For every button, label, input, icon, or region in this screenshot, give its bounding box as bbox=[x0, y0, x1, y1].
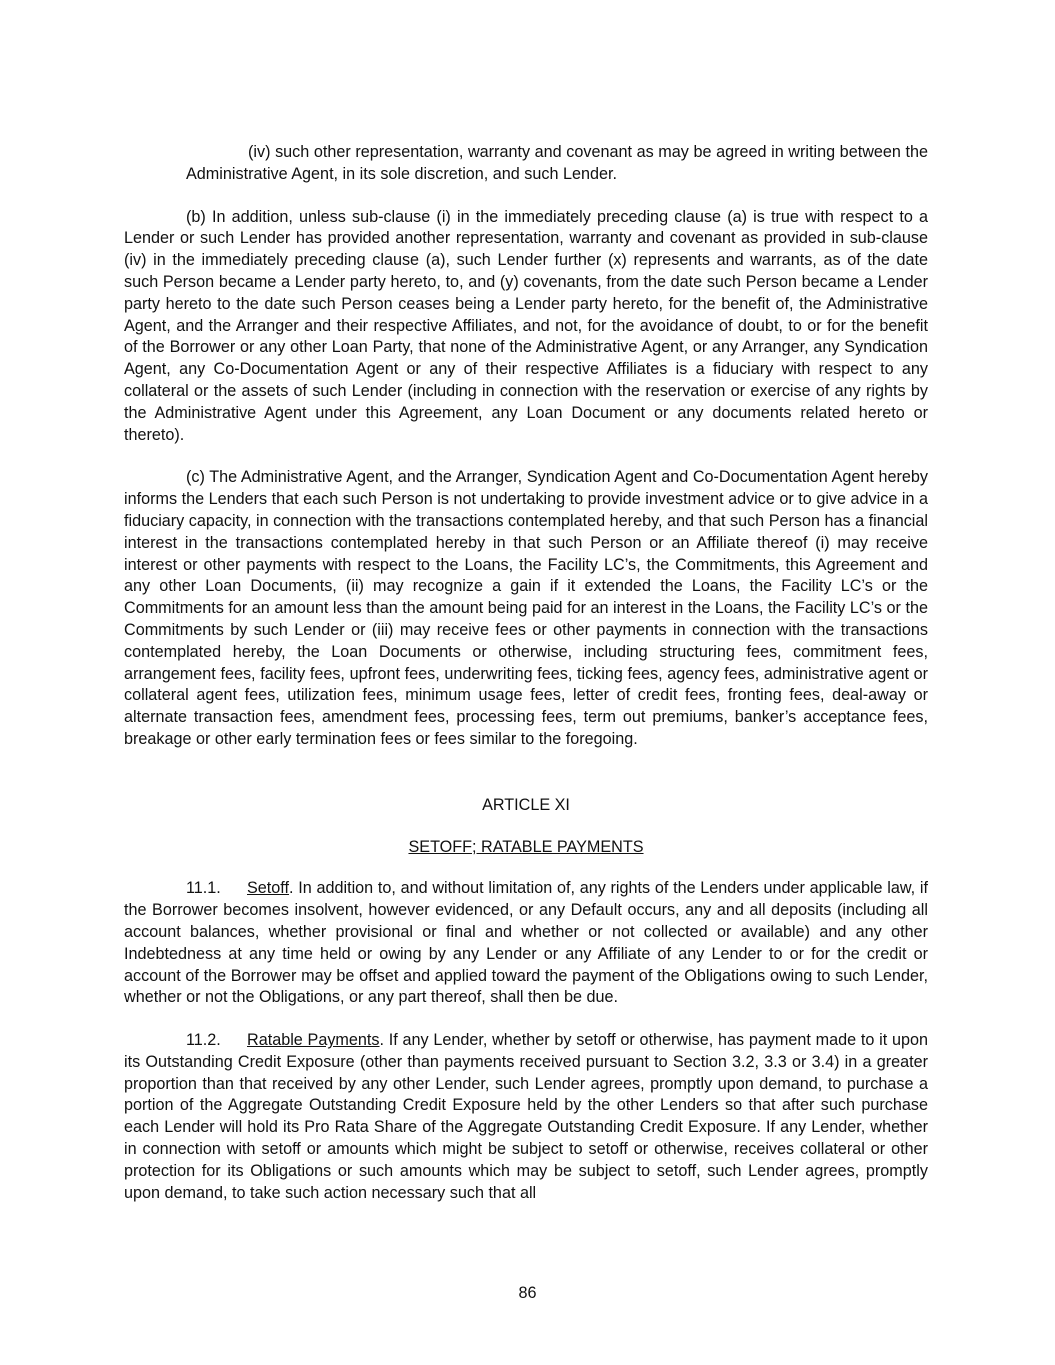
section-number: 11.2. bbox=[186, 1031, 221, 1050]
section-number: 11.1. bbox=[186, 879, 221, 898]
document-page bbox=[124, 142, 928, 1225]
paragraph-c: (c) The Administrative Agent, and the Arranger, Syndication Agent and Co-Documentation Agent hereby informs the Lenders that each such Person is not undertaking to provide investment advice or to give advice in a fiduciary capacity, in connection with the transactions contemplated hereby, and that such Person has a financial interest in the transactions contemplated hereby in that such Person or an Affiliate thereof (i) may receive interest or other payments with respect to the Loans, the Facility LC’s, the Commitments, this Agreement and any other Loan Documents, (ii) may recognize a gain if it extended the Loans, the Facility LC’s or the Commitments for an amount less than the amount being paid for an interest in the Loans, the Facility LC’s or the Commitments by such Lender or (iii) may receive fees or other payments in connection with the transactions contemplated hereby, the Loan Documents or otherwise, including structuring fees, commitment fees, arrangement fees, facility fees, upfront fees, underwriting fees, ticking fees, agency fees, administrative agent or collateral agent fees, utilization fees, minimum usage fees, letter of credit fees, fronting fees, deal-away or alternate transaction fees, amendment fees, processing fees, term out premiums, banker’s acceptance fees, breakage or other early termination fees or fees similar to the foregoing. bbox=[124, 468, 928, 748]
paragraph-iv: (iv) such other representation, warranty and covenant as may be agreed in writing between the Administrative Agent, in its sole discretion, and such Lender. bbox=[186, 143, 928, 183]
page-number: 86 bbox=[518, 1284, 537, 1302]
section-11-1 bbox=[124, 878, 928, 1009]
section-title: Setoff bbox=[247, 879, 290, 898]
section-title: Ratable Payments bbox=[247, 1031, 380, 1050]
section-body: . In addition to, and without limitation of, any rights of the Lenders under applicable law, if the Borrower becomes insolvent, however evidenced, or any Default occurs, any and all deposits (including all account balances, whether provisional or final and whether or not collected or available) and any other Indebtedness at any time held or owing by any Lender or any Affiliate of any Lender to or for the credit or account of the Borrower may be offset and applied toward the payment of the Obligations owing to such Lender, whether or not the Obligations, or any part thereof, shall then be due. bbox=[124, 879, 928, 1007]
paragraph-b: (b) In addition, unless sub-clause (i) in the immediately preceding clause (a) is true with respect to a Lender or such Lender has provided another representation, warranty and covenant as provided in sub-clause (iv) in the immediately preceding clause (a), such Lender further (x) represents and warrants, as of the date such Person became a Lender party hereto, to, and (y) covenants, from the date such Person became a Lender party hereto to the date such Person ceases being a Lender party hereto, for the benefit of, the Administrative Agent, and the Arranger and their respective Affiliates, and not, for the avoidance of doubt, to or for the benefit of the Borrower or any other Loan Party, that none of the Administrative Agent, or any Arranger, any Syndication Agent, any Co-Documentation Agent or any of their respective Affiliates is a fiduciary with respect to any collateral or the assets of such Lender (including in connection with the reservation or exercise of any rights by the Administrative Agent under this Agreement, any Loan Document or any documents related hereto or thereto). bbox=[124, 207, 928, 444]
section-11-2 bbox=[124, 1030, 928, 1204]
article-title: SETOFF; RATABLE PAYMENTS bbox=[408, 837, 644, 856]
article-heading: ARTICLE XI bbox=[482, 795, 570, 814]
section-body: . If any Lender, whether by setoff or otherwise, has payment made to it upon its Outstanding Credit Exposure (other than payments received pursuant to Section 3.2, 3.3 or 3.4) in a greater proportion than that received by any other Lender, such Lender agrees, promptly upon demand, to purchase a portion of the Aggregate Outstanding Credit Exposure held by the other Lenders so that after such purchase each Lender will hold its Pro Rata Share of the Aggregate Outstanding Credit Exposure. If any Lender, whether in connection with setoff or amounts which might be subject to setoff or otherwise, receives collateral or other protection for its Obligations or such amounts which may be subject to setoff, such Lender agrees, promptly upon demand, to take such action necessary such that all bbox=[124, 1031, 928, 1202]
